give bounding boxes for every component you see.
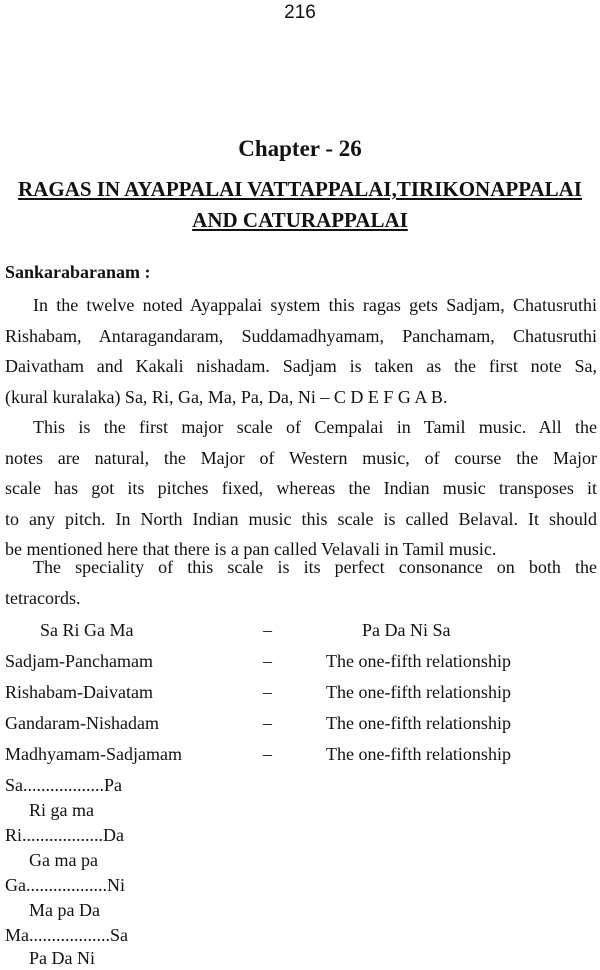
notation-line: Ga ma pa (29, 850, 98, 870)
paragraph-line: scale has got its pitches fixed, whereas the Indian music transposes it (5, 478, 597, 498)
table-cell-right: The one-fifth relationship (326, 744, 511, 764)
table-dash: – (263, 682, 272, 702)
chapter-heading-line-1: RAGAS IN AYAPPALAI VATTAPPALAI,TIRIKONAPPALAI (18, 177, 582, 201)
table-cell-right: The one-fifth relationship (326, 651, 511, 671)
chapter-heading-line-2: AND CATURAPPALAI (192, 208, 408, 232)
paragraph-line: The speciality of this scale is its perfect consonance on both the (33, 557, 597, 577)
paragraph-line: notes are natural, the Major of Western music, of course the Major (5, 447, 597, 468)
table-cell-right: The one-fifth relationship (326, 713, 511, 733)
table-header-right: Pa Da Ni Sa (362, 620, 451, 640)
table-dash: – (263, 651, 272, 671)
table-cell-right: The one-fifth relationship (326, 682, 511, 702)
paragraph-1 (5, 290, 597, 412)
section-title: Sankarabaranam : (5, 262, 151, 282)
table-cell-left: Rishabam-Daivatam (5, 682, 153, 702)
page-number: 216 (284, 2, 316, 23)
paragraph-line: In the twelve noted Ayappalai system this ragas gets Sadjam, Chatusruthi (33, 295, 597, 315)
notation-line: Ma..................Sa (5, 925, 128, 945)
paragraph-line: (kural kuralaka) Sa, Ri, Ga, Ma, Pa, Da, Ni – C D E F G A B. (5, 386, 448, 407)
table-dash: – (263, 713, 272, 733)
paragraph-2 (5, 412, 597, 565)
notation-line: Ri..................Da (5, 825, 124, 845)
notation-line: Sa..................Pa (5, 775, 122, 795)
paragraph-line: This is the first major scale of Cempalai in Tamil music. All the (33, 417, 597, 437)
paragraph-line: tetracords. (5, 587, 81, 608)
table-dash: – (263, 620, 272, 640)
paragraph-3 (5, 552, 597, 613)
paragraph-line: Rishabam, Antaragandaram, Suddamadhyamam, Panchamam, Chatusruthi (5, 325, 597, 346)
notation-line: Pa Da Ni (29, 948, 95, 968)
chapter-title: Chapter - 26 (238, 136, 362, 161)
notation-line: Ri ga ma (29, 800, 94, 820)
notation-line: Ma pa Da (29, 900, 100, 920)
table-dash: – (263, 744, 272, 764)
table-header-left: Sa Ri Ga Ma (40, 620, 134, 640)
paragraph-line: be mentioned here that there is a pan called Velavali in Tamil music. (5, 539, 497, 559)
notation-line: Ga..................Ni (5, 875, 125, 895)
table-cell-left: Gandaram-Nishadam (5, 713, 159, 733)
paragraph-line: to any pitch. In North Indian music this scale is called Belaval. It should (5, 508, 597, 529)
paragraph-line: Daivatham and Kakali nishadam. Sadjam is taken as the first note Sa, (5, 356, 597, 376)
table-cell-left: Sadjam-Panchamam (5, 651, 153, 671)
table-cell-left: Madhyamam-Sadjamam (5, 744, 182, 764)
